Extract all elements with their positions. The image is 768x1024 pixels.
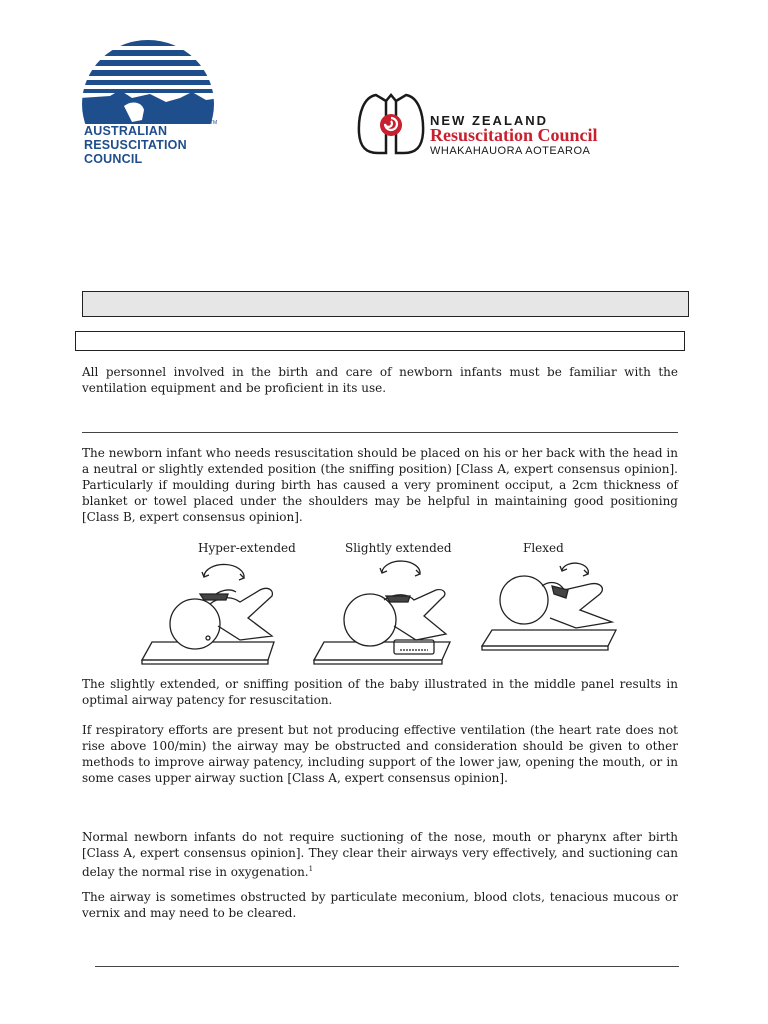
- paragraph-sniffing-position: The slightly extended, or sniffing position of the baby illustrated in the middle panel results in optimal airway patency for resuscitation.: [82, 677, 678, 707]
- title-box: [82, 291, 689, 317]
- paragraph-positioning: The newborn infant who needs resuscitation should be placed on his or her back with the head in a neutral or slightly extended position (the sniffing position) [Class A, expert consensus opinion]. Particularly if moulding during birth has caused a very prominent occiput, a 2cm thickness of blanket or towel placed under the shoulders may be helpful in maintaining good positioning [Class B, expert consensus opinion].: [82, 446, 678, 524]
- reference-marker: 1: [308, 865, 314, 873]
- illustration-hyper-extended: [140, 560, 290, 670]
- section-divider: [82, 432, 678, 433]
- tm-mark: TM: [210, 120, 218, 126]
- nzrc-name-line2: Resuscitation Council: [430, 125, 598, 145]
- nzrc-logo-icon: [356, 93, 426, 155]
- nzrc-name-line1: NEW ZEALAND: [430, 113, 549, 128]
- paragraph-meconium: The airway is sometimes obstructed by particulate meconium, blood clots, tenacious mucous or vernix and may need to be cleared.: [82, 890, 678, 920]
- paragraph-personnel: All personnel involved in the birth and care of newborn infants must be familiar with the ventilation equipment and be proficient in its use.: [82, 365, 678, 395]
- caption-hyper-extended: Hyper-extended: [198, 541, 296, 555]
- subtitle-box: [75, 331, 685, 351]
- caption-flexed: Flexed: [523, 541, 564, 555]
- paragraph-suctioning: Normal newborn infants do not require suctioning of the nose, mouth or pharynx after birth [Class A, expert consensus opinion]. They clear their airways very effectively, and suctioning can delay the normal rise in oxygenation.$^1$: [82, 830, 678, 879]
- arc-logo-text: AUSTRALIAN RESUSCITATION COUNCIL: [84, 124, 187, 166]
- nzrc-name-line3: WHAKAHAUORA AOTEAROA: [430, 145, 591, 157]
- footer-divider: [95, 966, 679, 967]
- illustration-slightly-extended: [312, 560, 462, 670]
- caption-slightly-extended: Slightly extended: [345, 541, 452, 555]
- illustration-flexed: [480, 560, 630, 670]
- paragraph-airway-obstruction: If respiratory efforts are present but not producing effective ventilation (the heart rate does not rise above 100/min) the airway may be obstructed and consideration should be given to other methods to improve airway patency, including support of the lower jaw, opening the mouth, or in some cases upper airway suction [Class A, expert consensus opinion].: [82, 723, 678, 785]
